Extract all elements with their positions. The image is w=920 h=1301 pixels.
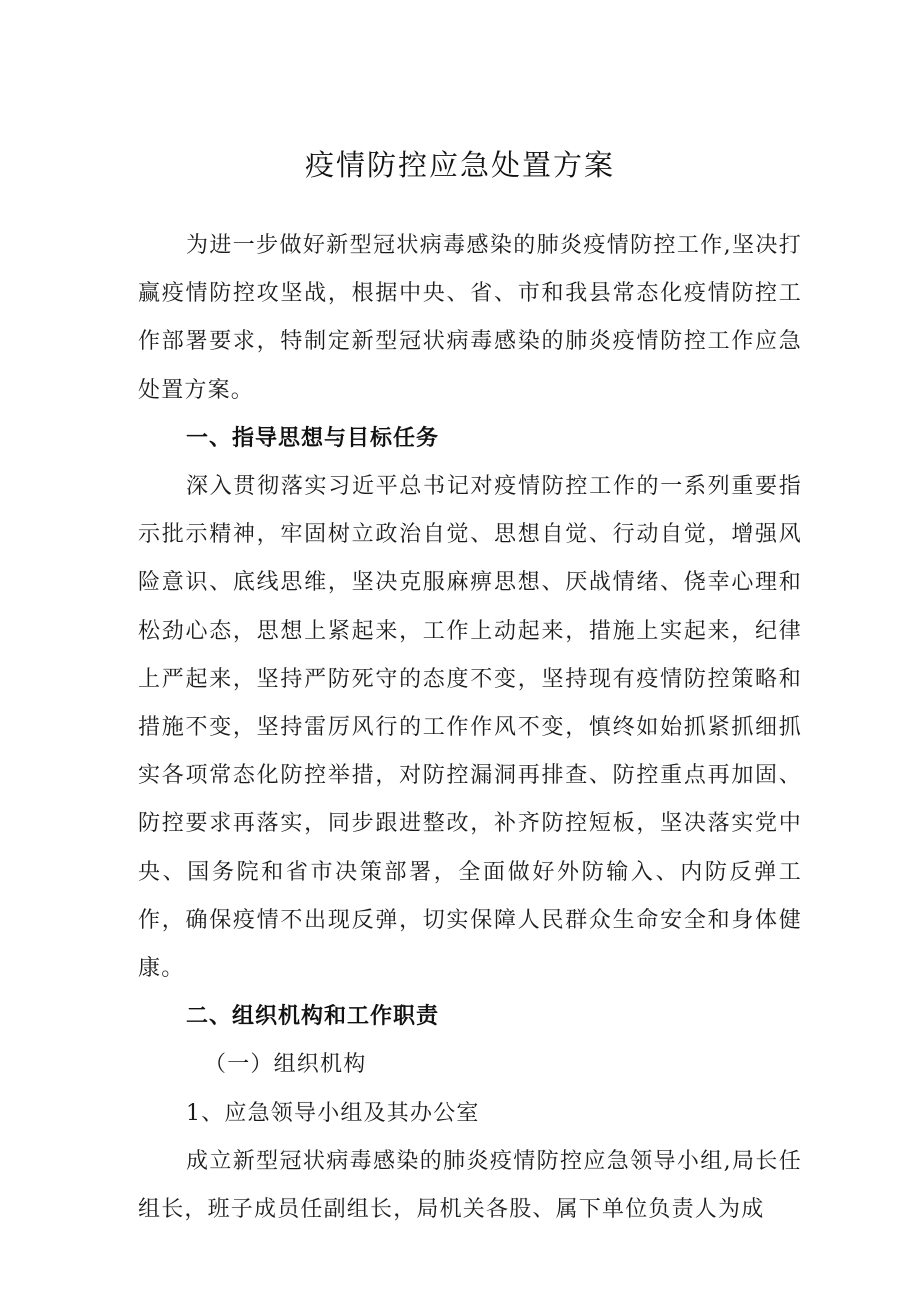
document-body (138, 222, 802, 1234)
document-title: 疫情防控应急处置方案 (304, 148, 615, 182)
intro-paragraph: 为进一步做好新型冠状病毒感染的肺炎疫情防控工作,坚决打赢疫情防控攻坚战，根据中央、省、市和我县常态化疫情防控工作部署要求，特制定新型冠状病毒感染的肺炎疫情防控工作应急处置方案。 (138, 233, 802, 403)
item-heading-1: 1、应急领导小组及其办公室 (186, 1100, 480, 1126)
subsection-heading-1: （一）组织机构 (204, 1052, 367, 1078)
section-heading-2: 二、组织机构和工作职责 (186, 1004, 440, 1030)
section-heading-1: 一、指导思想与目标任务 (186, 425, 440, 451)
leadership-group-paragraph: 成立新型冠状病毒感染的肺炎疫情防控应急领导小组,局长任组长，班子成员任副组长，局机关各股、属下单位负责人为成 (138, 1148, 802, 1223)
guiding-principles-paragraph: 深入贯彻落实习近平总书记对疫情防控工作的一系列重要指示批示精神，牢固树立政治自觉、思想自觉、行动自觉，增强风险意识、底线思维，坚决克服麻痹思想、厌战情绪、侥幸心理和松劲心态，思想上紧起来，工作上动起来，措施上实起来，纪律上严起来，坚持严防死守的态度不变，坚持现有疫情防控策略和措施不变，坚持雷厉风行的工作作风不变，慎终如始抓紧抓细抓实各项常态化防控举措，对防控漏洞再排查、防控重点再加固、防控要求再落实，同步跟进整改，补齐防控短板，坚决落实党中央、国务院和省市决策部署，全面做好外防输入、内防反弹工作，确保疫情不出现反弹，切实保障人民群众生命安全和身体健康。 (138, 474, 802, 982)
